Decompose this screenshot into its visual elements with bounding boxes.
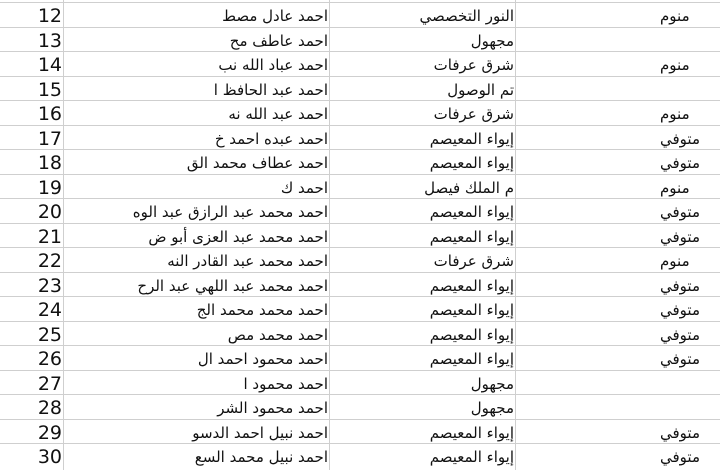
row-divider [0,125,720,126]
status-cell[interactable]: منوم [660,252,690,270]
name-cell[interactable]: احمد محمود الشر [217,399,328,417]
row-divider [0,394,720,395]
column-divider [63,0,64,470]
name-cell[interactable]: احمد محمد عبد العزى أبو ض [148,227,328,246]
table-row [0,248,720,273]
row-divider [0,370,720,371]
status-cell[interactable]: متوفي [660,227,700,246]
row-number[interactable]: 21 [37,225,62,248]
row-divider [0,419,720,420]
name-cell[interactable]: احمد محمد عبد القادر النه [167,252,328,270]
status-cell[interactable]: منوم [660,178,690,197]
row-number[interactable]: 23 [37,274,62,297]
status-cell[interactable] [516,77,720,101]
table-row [0,395,720,420]
row-number[interactable]: 16 [37,103,62,125]
name-cell[interactable]: احمد عادل مصط [222,7,328,25]
row-divider [0,198,720,199]
row-number[interactable]: 13 [37,29,62,52]
location-cell[interactable]: إيواء المعيصم [429,276,514,295]
table-row [0,273,720,298]
row-number[interactable]: 19 [37,176,62,199]
row-divider [0,27,720,28]
location-cell[interactable]: مجهول [470,399,514,417]
location-cell[interactable]: إيواء المعيصم [429,129,514,148]
name-cell[interactable]: احمد محمد عبد الرازق عبد الوه [132,203,328,221]
row-number[interactable]: 14 [37,54,62,76]
location-cell[interactable]: مجهول [470,31,514,50]
row-number[interactable]: 26 [37,348,62,370]
location-cell[interactable]: مجهول [470,374,514,393]
name-cell[interactable]: احمد محمود ا [243,374,328,393]
location-cell[interactable]: شرق عرفات [433,252,514,270]
status-cell[interactable]: متوفي [660,448,700,466]
status-cell[interactable]: متوفي [660,154,700,172]
status-cell[interactable] [516,371,720,395]
status-cell[interactable]: متوفي [660,423,700,442]
name-cell[interactable]: احمد نبيل احمد الدسو [192,423,328,442]
table-row [0,322,720,347]
row-number[interactable]: 24 [37,299,62,321]
row-number[interactable]: 17 [37,127,62,150]
name-cell[interactable]: احمد عبده احمد خ [214,129,328,148]
status-cell[interactable] [516,395,720,419]
name-cell[interactable]: احمد عباد الله نب [218,56,328,74]
status-cell[interactable]: منوم [660,56,690,74]
location-cell[interactable]: إيواء المعيصم [429,350,514,368]
table-row [0,199,720,224]
status-cell[interactable]: متوفي [660,129,700,148]
row-divider [0,443,720,444]
row-number[interactable]: 22 [37,250,62,272]
location-cell[interactable]: إيواء المعيصم [429,423,514,442]
row-divider [0,149,720,150]
name-cell[interactable]: احمد عبد الله نه [228,105,328,123]
location-cell[interactable]: م الملك فيصل [424,178,514,197]
table-row [0,3,720,28]
table-row [0,77,720,102]
table-row [0,224,720,249]
table-row [0,346,720,371]
row-divider [0,345,720,346]
name-cell[interactable]: احمد محمد محمد الج [196,301,328,319]
table-row [0,28,720,53]
table-row [0,52,720,77]
name-cell[interactable]: احمد عطاف محمد الق [186,154,328,172]
row-number[interactable]: 27 [37,372,62,395]
location-cell[interactable]: شرق عرفات [433,105,514,123]
location-cell[interactable]: إيواء المعيصم [429,154,514,172]
location-cell[interactable]: إيواء المعيصم [429,227,514,246]
status-cell[interactable]: متوفي [660,276,700,295]
row-number[interactable]: 25 [37,323,62,346]
row-number[interactable]: 28 [37,397,62,419]
name-cell[interactable]: احمد عاطف مح [229,31,328,50]
location-cell[interactable]: تم الوصول [447,80,514,99]
column-divider [329,0,330,470]
column-divider [515,0,516,470]
table-row [0,420,720,445]
row-divider [0,223,720,224]
location-cell[interactable]: إيواء المعيصم [429,448,514,466]
status-cell[interactable]: متوفي [660,301,700,319]
status-cell[interactable]: منوم [660,105,690,123]
row-number[interactable]: 29 [37,421,62,444]
row-divider [0,51,720,52]
location-cell[interactable]: إيواء المعيصم [429,203,514,221]
name-cell[interactable]: احمد محمود احمد ال [197,350,328,368]
location-cell[interactable]: النور التخصصي [419,7,514,25]
row-number[interactable]: 20 [37,201,62,223]
row-divider [0,272,720,273]
name-cell[interactable]: احمد نبيل محمد السع [194,448,328,466]
name-cell[interactable]: احمد ك [280,178,328,197]
row-number[interactable]: 18 [37,152,62,174]
row-number[interactable]: 15 [37,78,62,101]
table-row [0,297,720,322]
location-cell[interactable]: إيواء المعيصم [429,325,514,344]
row-divider [0,321,720,322]
row-number[interactable]: 12 [37,5,62,27]
table-row [0,126,720,151]
row-divider [0,100,720,101]
name-cell[interactable]: احمد عبد الحافظ ا [213,80,328,99]
row-divider [0,2,720,3]
row-divider [0,247,720,248]
status-cell[interactable]: متوفي [660,325,700,344]
status-cell[interactable] [516,28,720,52]
table-row [0,371,720,396]
table-row [0,175,720,200]
table-row [0,150,720,175]
status-cell[interactable]: متوفي [660,350,700,368]
location-cell[interactable]: شرق عرفات [433,56,514,74]
name-cell[interactable]: احمد محمد عبد اللهي عبد الرح [137,276,328,295]
status-cell[interactable]: منوم [660,7,690,25]
location-cell[interactable]: إيواء المعيصم [429,301,514,319]
table-row [0,101,720,126]
row-divider [0,76,720,77]
name-cell[interactable]: احمد محمد مص [227,325,328,344]
row-divider [0,296,720,297]
table-row [0,444,720,469]
row-divider [0,174,720,175]
row-number[interactable]: 30 [37,446,62,468]
status-cell[interactable]: متوفي [660,203,700,221]
